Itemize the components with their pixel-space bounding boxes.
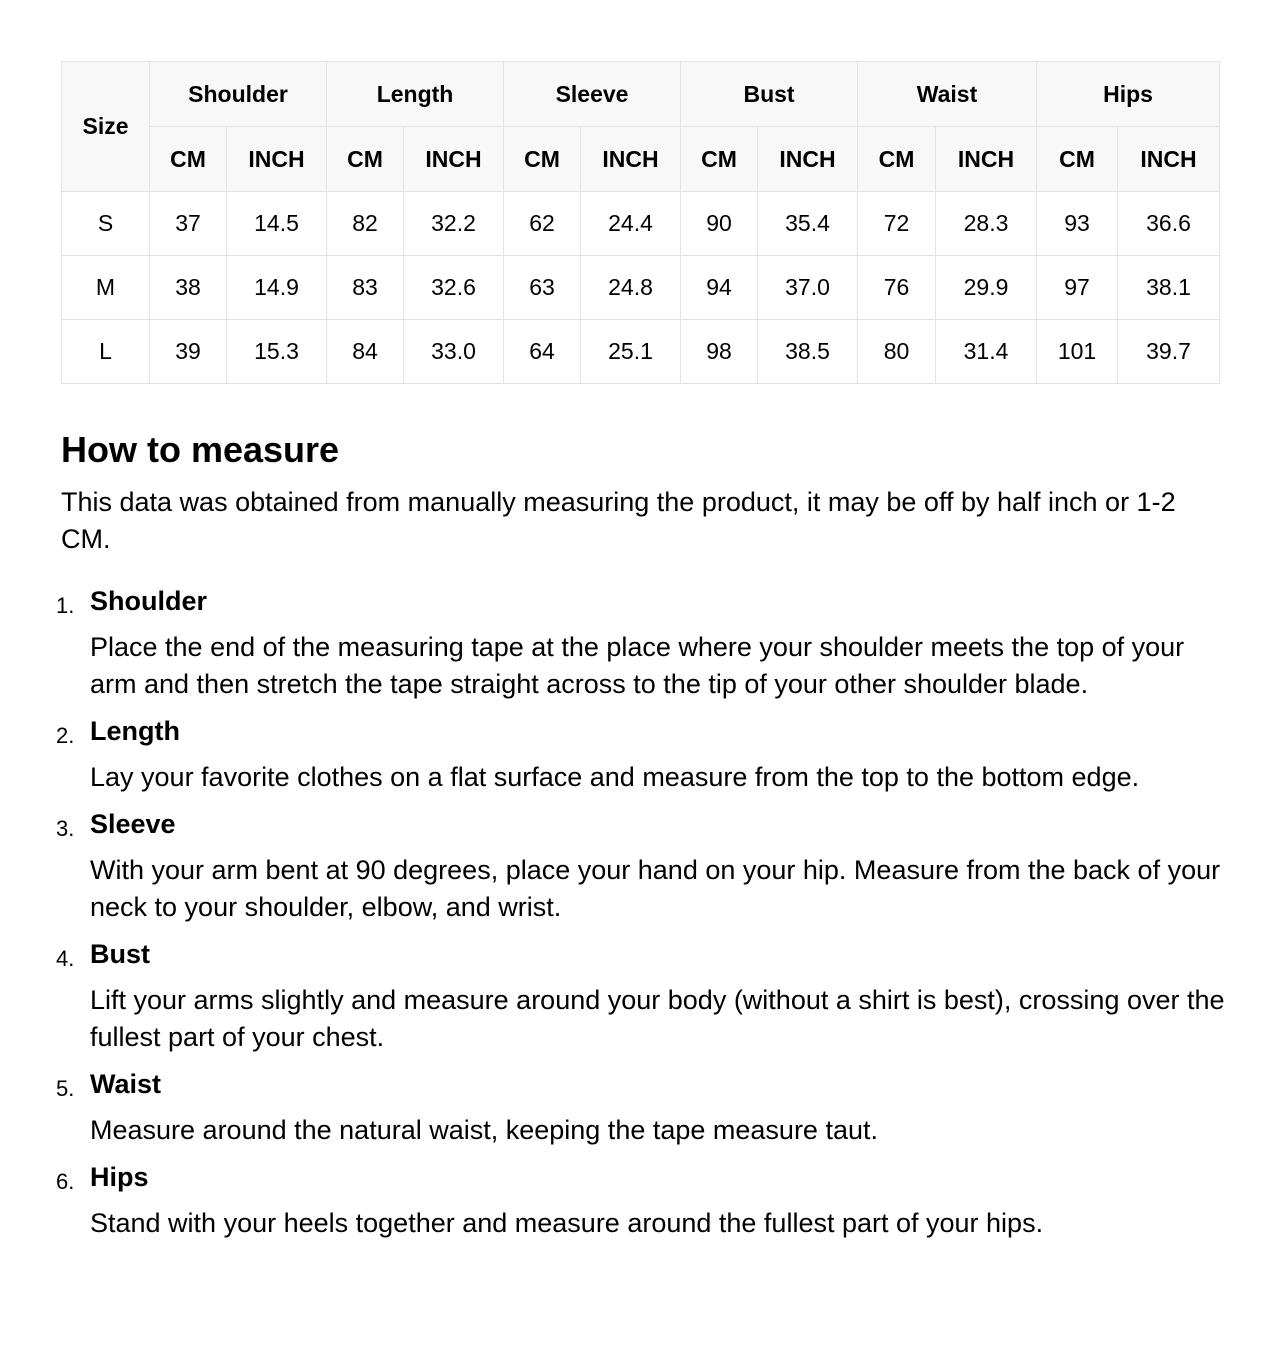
table-cell: 90 xyxy=(681,192,758,256)
table-row xyxy=(62,256,1220,320)
table-cell: 32.2 xyxy=(404,192,504,256)
step-title: Shoulder xyxy=(90,586,208,616)
step-description: With your arm bent at 90 degrees, place your hand on your hip. Measure from the back of your neck to your shoulder, elbow, and wrist. xyxy=(90,855,1221,922)
measure-step-waist xyxy=(0,1067,1280,1149)
table-row xyxy=(62,320,1220,384)
table-cell: 72 xyxy=(858,192,936,256)
table-cell: 98 xyxy=(681,320,758,384)
how-to-measure-title: How to measure xyxy=(61,429,340,470)
unit-header-cm: CM xyxy=(327,127,404,192)
table-cell: 14.9 xyxy=(227,256,327,320)
step-description: Lift your arms slightly and measure around your body (without a shirt is best), crossing over the fullest part of your chest. xyxy=(90,985,1225,1052)
unit-header-inch: INCH xyxy=(404,127,504,192)
table-cell: 38.5 xyxy=(758,320,858,384)
bust-header: Bust xyxy=(681,62,858,127)
step-title: Sleeve xyxy=(90,809,176,839)
size-cell: S xyxy=(62,192,150,256)
table-row xyxy=(62,192,1220,256)
table-cell: 24.8 xyxy=(581,256,681,320)
measure-step-bust xyxy=(0,937,1280,1056)
step-number: 1. xyxy=(56,593,75,618)
table-cell: 94 xyxy=(681,256,758,320)
shoulder-header: Shoulder xyxy=(150,62,327,127)
table-header-row-groups xyxy=(62,62,1220,127)
length-header: Length xyxy=(327,62,504,127)
table-cell: 39 xyxy=(150,320,227,384)
unit-header-cm: CM xyxy=(150,127,227,192)
table-cell: 24.4 xyxy=(581,192,681,256)
size-cell: L xyxy=(62,320,150,384)
unit-header-cm: CM xyxy=(504,127,581,192)
table-cell: 15.3 xyxy=(227,320,327,384)
hips-header: Hips xyxy=(1037,62,1220,127)
table-cell: 37.0 xyxy=(758,256,858,320)
measure-steps-list xyxy=(0,584,1280,1253)
table-cell: 35.4 xyxy=(758,192,858,256)
table-cell: 33.0 xyxy=(404,320,504,384)
measure-step-shoulder xyxy=(0,584,1280,703)
table-cell: 64 xyxy=(504,320,581,384)
step-number: 3. xyxy=(56,816,75,841)
table-cell: 29.9 xyxy=(936,256,1037,320)
measure-step-length xyxy=(0,714,1280,796)
table-cell: 38 xyxy=(150,256,227,320)
step-number: 4. xyxy=(56,946,75,971)
table-cell: 80 xyxy=(858,320,936,384)
table-cell: 25.1 xyxy=(581,320,681,384)
unit-header-inch: INCH xyxy=(581,127,681,192)
step-title: Length xyxy=(90,716,180,746)
step-number: 6. xyxy=(56,1169,75,1194)
step-title: Hips xyxy=(90,1162,149,1192)
step-title: Bust xyxy=(90,939,150,969)
table-cell: 37 xyxy=(150,192,227,256)
table-cell: 93 xyxy=(1037,192,1118,256)
unit-header-inch: INCH xyxy=(758,127,858,192)
size-column-header: Size xyxy=(62,62,150,192)
step-description: Place the end of the measuring tape at the place where your shoulder meets the top of your arm and then stretch the tape straight across to the tip of your other shoulder blade. xyxy=(90,632,1185,699)
table-cell: 39.7 xyxy=(1118,320,1220,384)
table-cell: 36.6 xyxy=(1118,192,1220,256)
table-cell: 14.5 xyxy=(227,192,327,256)
table-cell: 32.6 xyxy=(404,256,504,320)
unit-header-cm: CM xyxy=(1037,127,1118,192)
measure-step-sleeve xyxy=(0,807,1280,926)
table-cell: 84 xyxy=(327,320,404,384)
measure-step-hips xyxy=(0,1160,1280,1242)
unit-header-inch: INCH xyxy=(1118,127,1220,192)
step-title: Waist xyxy=(90,1069,162,1099)
table-cell: 62 xyxy=(504,192,581,256)
table-cell: 63 xyxy=(504,256,581,320)
waist-header: Waist xyxy=(858,62,1037,127)
table-cell: 38.1 xyxy=(1118,256,1220,320)
step-description: Stand with your heels together and measure around the fullest part of your hips. xyxy=(90,1208,1044,1238)
table-cell: 76 xyxy=(858,256,936,320)
table-cell: 83 xyxy=(327,256,404,320)
sleeve-header: Sleeve xyxy=(504,62,681,127)
size-cell: M xyxy=(62,256,150,320)
table-header-row-units xyxy=(62,127,1220,192)
step-description: Measure around the natural waist, keeping the tape measure taut. xyxy=(90,1115,878,1145)
step-description: Lay your favorite clothes on a flat surface and measure from the top to the bottom edge. xyxy=(90,762,1140,792)
step-number: 5. xyxy=(56,1076,75,1101)
size-chart-table xyxy=(61,61,1220,384)
step-number: 2. xyxy=(56,723,75,748)
unit-header-inch: INCH xyxy=(227,127,327,192)
unit-header-inch: INCH xyxy=(936,127,1037,192)
unit-header-cm: CM xyxy=(858,127,936,192)
table-cell: 101 xyxy=(1037,320,1118,384)
table-cell: 31.4 xyxy=(936,320,1037,384)
table-cell: 97 xyxy=(1037,256,1118,320)
how-to-measure-intro: This data was obtained from manually measuring the product, it may be off by half inch or 1-2 CM. xyxy=(61,487,1176,554)
table-cell: 82 xyxy=(327,192,404,256)
table-cell: 28.3 xyxy=(936,192,1037,256)
unit-header-cm: CM xyxy=(681,127,758,192)
